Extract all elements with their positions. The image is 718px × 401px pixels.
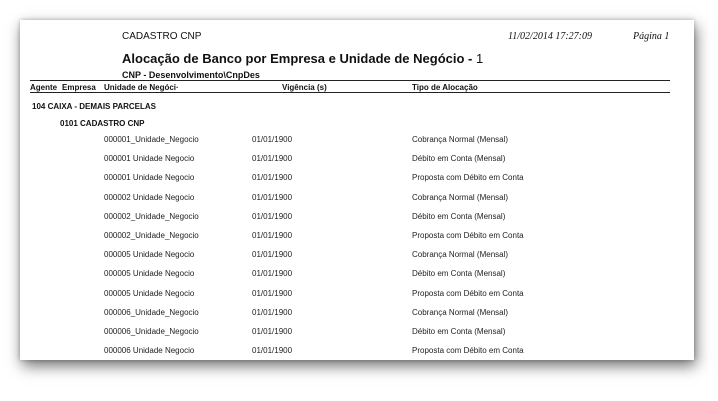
col-vigencia: Vigência (s)	[282, 83, 327, 92]
cell-vigencia: 01/01/1900	[252, 173, 293, 183]
report-title-text: Alocação de Banco por Empresa e Unidade de Negócio -	[122, 51, 473, 66]
cell-tipo: Proposta com Débito em Conta	[412, 231, 524, 240]
col-agente: Agente	[30, 83, 58, 92]
cell-tipo: Débito em Conta (Mensal)	[412, 327, 506, 336]
report-title-number: 1	[476, 51, 484, 66]
cell-unidade: 000005 Unidade Negocio	[104, 288, 195, 298]
col-tipo: Tipo de Alocação	[412, 83, 478, 92]
cell-unidade: 000002 Unidade Negocio	[104, 192, 195, 202]
cell-vigencia: 01/01/1900	[252, 327, 293, 336]
table-row	[20, 250, 694, 269]
header-bottom-rule	[30, 92, 670, 93]
header-datetime: 11/02/2014 17:27:09	[508, 31, 592, 42]
cell-tipo: Proposta com Débito em Conta	[412, 288, 524, 298]
cell-tipo: Proposta com Débito em Conta	[412, 346, 524, 356]
cell-tipo: Cobrança Normal (Mensal)	[412, 250, 509, 260]
cell-tipo: Débito em Conta (Mensal)	[412, 211, 506, 221]
col-empresa: Empresa	[62, 83, 96, 92]
cell-vigencia: 01/01/1900	[252, 250, 293, 260]
cell-unidade: 000006 Unidade Negocio	[104, 346, 195, 356]
report-title	[122, 51, 483, 66]
cell-unidade: 000001 Unidade Negocio	[104, 154, 195, 164]
cell-tipo: Cobrança Normal (Mensal)	[412, 135, 509, 144]
cell-unidade: 000001_Unidade_Negocio	[104, 135, 199, 144]
table-row	[20, 154, 694, 173]
cell-vigencia: 01/01/1900	[252, 211, 293, 221]
cell-tipo: Débito em Conta (Mensal)	[412, 154, 506, 164]
table-row	[20, 308, 694, 327]
cell-vigencia: 01/01/1900	[252, 154, 293, 164]
group-agente: 104 CAIXA - DEMAIS PARCELAS	[32, 102, 157, 111]
cell-unidade: 000006_Unidade_Negocio	[104, 307, 199, 317]
cell-vigencia: 01/01/1900	[252, 288, 293, 298]
table-row	[20, 135, 694, 154]
table-row	[20, 269, 694, 288]
cell-unidade: 000002_Unidade_Negocio	[104, 211, 199, 221]
report-page	[20, 20, 694, 360]
cell-vigencia: 01/01/1900	[252, 192, 293, 202]
report-subtitle: CNP - Desenvolvimento\CnpDes	[122, 70, 260, 80]
header-page-number: Página 1	[633, 31, 670, 42]
cell-unidade: 000005 Unidade Negocio	[104, 250, 195, 260]
cell-tipo: Proposta com Débito em Conta	[412, 173, 524, 183]
cell-tipo: Cobrança Normal (Mensal)	[412, 192, 509, 202]
cell-tipo: Débito em Conta (Mensal)	[412, 269, 506, 279]
cell-vigencia: 01/01/1900	[252, 269, 293, 279]
cell-unidade: 000001 Unidade Negocio	[104, 173, 195, 183]
cell-vigencia: 01/01/1900	[252, 135, 293, 144]
table-row	[20, 193, 694, 212]
cell-unidade: 000006_Unidade_Negocio	[104, 327, 199, 336]
header-top-rule	[30, 80, 670, 81]
col-unidade: Unidade de Negóci·	[104, 83, 179, 92]
table-row	[20, 212, 694, 231]
cell-vigencia: 01/01/1900	[252, 231, 293, 240]
cell-tipo: Cobrança Normal (Mensal)	[412, 307, 509, 317]
group-empresa: 0101 CADASTRO CNP	[60, 119, 145, 128]
cell-vigencia: 01/01/1900	[252, 307, 293, 317]
table-row	[20, 173, 694, 192]
cell-unidade: 000002_Unidade_Negocio	[104, 231, 199, 240]
header-company: CADASTRO CNP	[122, 31, 202, 42]
table-row	[20, 231, 694, 250]
table-row	[20, 327, 694, 346]
cell-vigencia: 01/01/1900	[252, 346, 293, 356]
table-row	[20, 346, 694, 360]
cell-unidade: 000005 Unidade Negocio	[104, 269, 195, 279]
table-row	[20, 289, 694, 308]
